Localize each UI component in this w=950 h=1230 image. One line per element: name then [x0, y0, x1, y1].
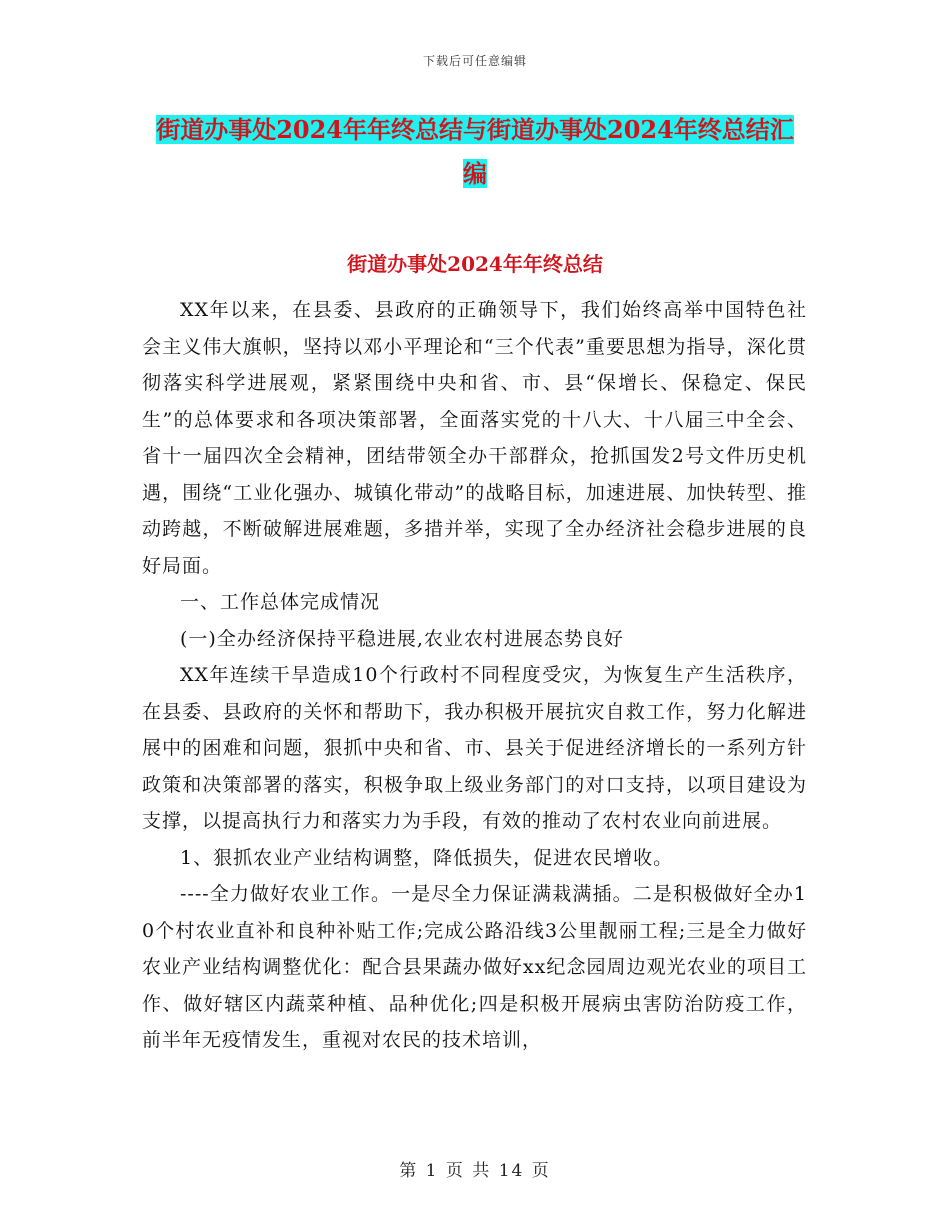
- item-agri-restructuring: 1、狠抓农业产业结构调整，降低损失，促进农民增收。: [180, 846, 674, 869]
- paragraph-agri-work: ----全力做好农业工作。一是尽全力保证满栽满插。二是积极做好全办10个村农业直补和良种补贴工作;完成公路沿线3公里靓丽工程;三是全力做好农业产业结构调整优化：配合县果蔬办做好xx纪念园周边观光农业的项目工作、做好辖区内蔬菜种植、品种优化;四是积极开展病虫害防治防疫工作，前半年无疫情发生，重视对农民的技术培训，: [142, 883, 807, 1051]
- document-title: [150, 108, 800, 196]
- header-note: 下载后可任意编辑: [422, 54, 527, 68]
- section-title: 街道办事处2024年年终总结: [347, 252, 603, 276]
- paragraph-intro: XX年以来，在县委、县政府的正确领导下，我们始终高举中国特色社会主义伟大旗帜，坚持以邓小平理论和“三个代表”重要思想为指导，深化贯彻落实科学进展观，紧紧围绕中央和省、市、县“保增长、保稳定、保民生”的总体要求和各项决策部署，全面落实党的十八大、十八届三中全会、省十一届四次全会精神，团结带领全办干部群众，抢抓国发2号文件历史机遇，围绕“工业化强办、城镇化带动”的战略目标，加速进展、加快转型、推动跨越，不断破解进展难题，多措并举，实现了全办经济社会稳步进展的良好局面。: [142, 299, 807, 577]
- document-title-text: 街道办事处2024年年终总结与街道办事处2024年终总结汇编: [156, 115, 794, 188]
- document-body: [142, 292, 807, 1059]
- subheading-economy: (一)全办经济保持平稳进展,农业农村进展态势良好: [180, 627, 624, 650]
- page-indicator: 第 1 页 共 14 页: [399, 1161, 551, 1181]
- heading-overall-completion: 一、工作总体完成情况: [180, 591, 381, 613]
- paragraph-drought: XX年连续干旱造成10个行政村不同程度受灾，为恢复生产生活秩序，在县委、县政府的关怀和帮助下，我办积极开展抗灾自救工作，努力化解进展中的困难和问题，狠抓中央和省、市、县关于促进经济增长的一系列方针政策和决策部署的落实，积极争取上级业务部门的对口支持，以项目建设为支撑，以提高执行力和落实力为手段，有效的推动了农村农业向前进展。: [142, 664, 807, 832]
